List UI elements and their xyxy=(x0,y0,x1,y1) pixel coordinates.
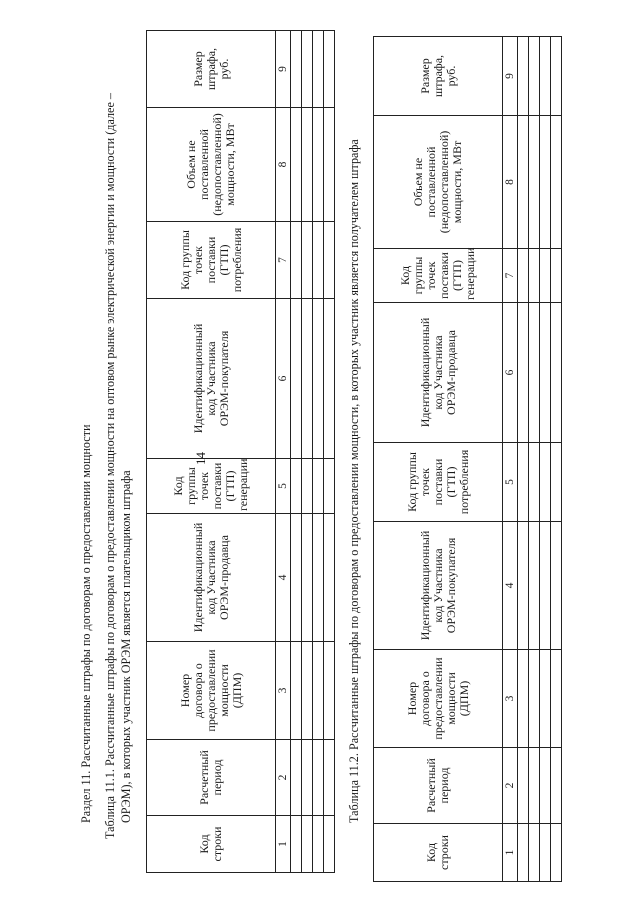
table1-column-number: 4 xyxy=(276,514,291,642)
table2-column-number: 6 xyxy=(503,303,518,443)
table2-caption: Таблица 11.2. Рассчитанные штрафы по договорам о предоставлении мощности, в которых участник является получателем штрафа xyxy=(347,139,361,823)
table2-empty-row xyxy=(518,37,529,882)
page-number: 14 xyxy=(193,452,208,465)
table2-header-cell: Расчетный период xyxy=(374,748,503,824)
table1-empty-row xyxy=(313,31,324,873)
table2-header-cell: Код группы точек поставки (ГТП) потребления xyxy=(374,443,503,522)
table2-header-cell: Номер договора о предоставлении мощности (ДПМ) xyxy=(374,650,503,748)
table1-empty-row xyxy=(324,31,335,873)
table1-header-cell: Идентификационный код Участника ОРЭМ-продавца xyxy=(147,514,276,642)
table1-header-cell: Идентификационный код Участника ОРЭМ-покупателя xyxy=(147,299,276,459)
table2-column-number: 8 xyxy=(503,116,518,249)
table1-column-number: 7 xyxy=(276,222,291,299)
table2-empty-row xyxy=(540,37,551,882)
table1-header-cell: Расчетный период xyxy=(147,740,276,816)
table1-column-number: 1 xyxy=(276,816,291,873)
table1-header-cell: Номер договора о предоставлении мощности (ДПМ) xyxy=(147,642,276,740)
table2-empty-row xyxy=(529,37,540,882)
table1-header-row xyxy=(147,31,276,873)
table1-column-number: 2 xyxy=(276,740,291,816)
table2-column-number: 3 xyxy=(503,650,518,748)
table1-column-number: 5 xyxy=(276,459,291,514)
table2-header-cell: Код группы точек поставки (ГТП) генерации xyxy=(374,249,503,303)
table1-caption-line2: ОРЭМ), в которых участник ОРЭМ является плательщиком штрафа xyxy=(119,470,133,823)
table2-column-number: 2 xyxy=(503,748,518,824)
table2-column-number: 5 xyxy=(503,443,518,522)
table1-column-number: 6 xyxy=(276,299,291,459)
table2-column-number: 4 xyxy=(503,522,518,650)
table2 xyxy=(373,36,562,882)
table2-header-cell: Код строки xyxy=(374,824,503,882)
table1-column-number: 9 xyxy=(276,31,291,108)
table2-empty-row xyxy=(551,37,562,882)
section-title: Раздел 11. Рассчитанные штрафы по договорам о предоставлении мощности xyxy=(79,424,93,823)
table1-number-row xyxy=(276,31,291,873)
table2-header-cell: Идентификационный код Участника ОРЭМ-покупателя xyxy=(374,522,503,650)
table2-header-cell: Размер штрафа, руб. xyxy=(374,37,503,116)
table1-header-cell: Объем не поставленной (недопоставленной) мощности, МВт xyxy=(147,108,276,222)
table1-empty-row xyxy=(302,31,313,873)
table2-header-row xyxy=(374,37,503,882)
table1-header-cell: Код группы точек поставки (ГТП) потребления xyxy=(147,222,276,299)
table2-column-number: 7 xyxy=(503,249,518,303)
table2-header-cell: Объем не поставленной (недопоставленной) мощности, МВт xyxy=(374,116,503,249)
table1 xyxy=(146,30,335,873)
table1-column-number: 3 xyxy=(276,642,291,740)
table2-column-number: 1 xyxy=(503,824,518,882)
table1-caption-line1: Таблица 11.1. Рассчитанные штрафы по договорам о предоставлении мощности на оптовом рынке электрической энергии и мощности (далее – xyxy=(103,92,117,839)
table1-header-cell: Код группы точек поставки (ГТП) генерации xyxy=(147,459,276,514)
table2-column-number: 9 xyxy=(503,37,518,116)
table1-header-cell: Размер штрафа, руб. xyxy=(147,31,276,108)
table1-header-cell: Код строки xyxy=(147,816,276,873)
table2-header-cell: Идентификационный код Участника ОРЭМ-продавца xyxy=(374,303,503,443)
table1-empty-row xyxy=(291,31,302,873)
table2-number-row xyxy=(503,37,518,882)
table1-column-number: 8 xyxy=(276,108,291,222)
